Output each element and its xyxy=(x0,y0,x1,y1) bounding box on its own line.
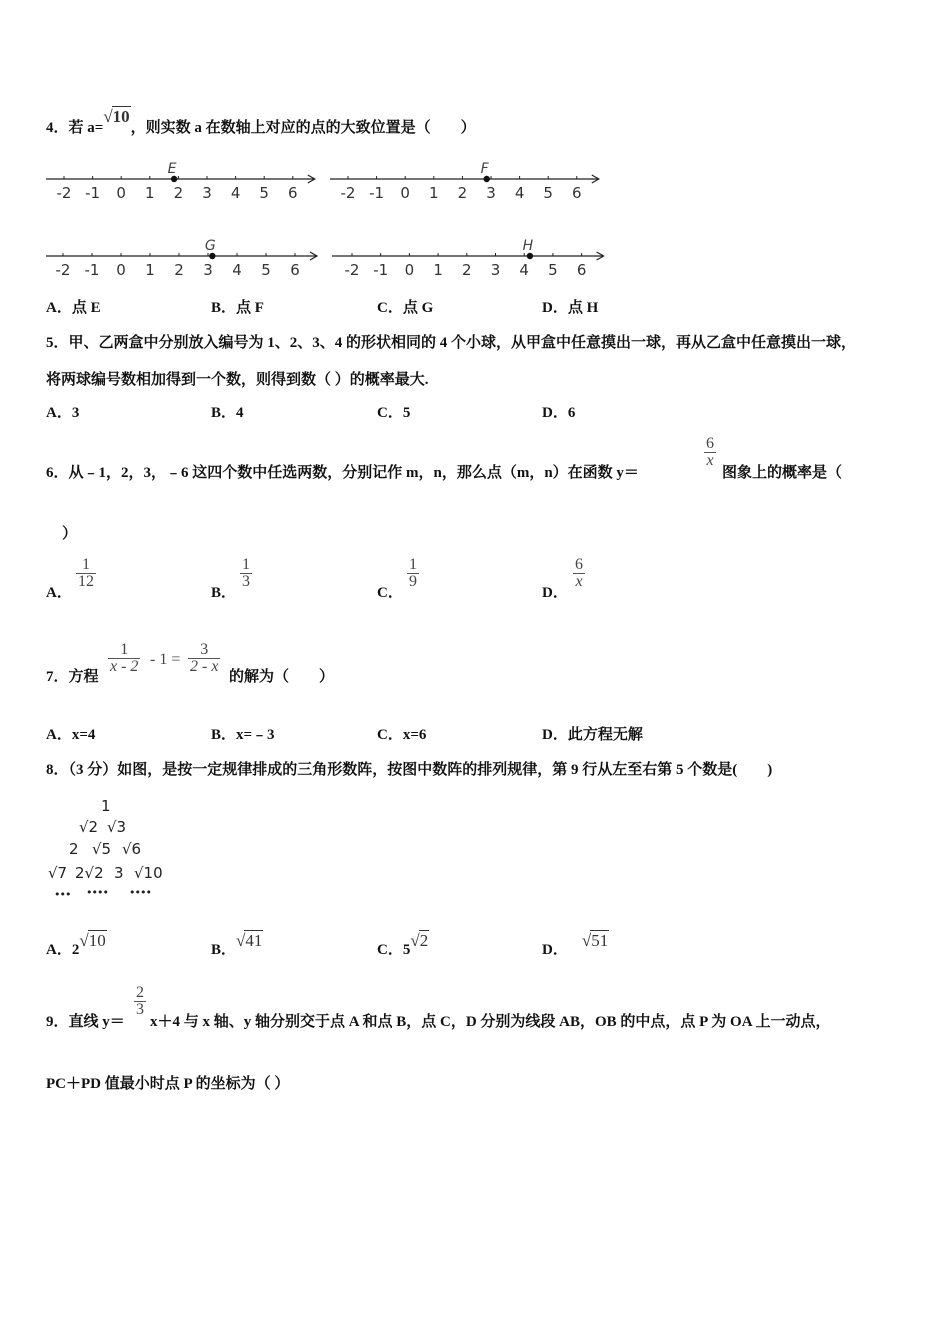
q7-option-a[interactable]: A．x=4 xyxy=(46,727,96,743)
triangle-dots-2: •••• xyxy=(86,886,108,899)
tick-label: -2 xyxy=(340,184,356,202)
tick-label: 4 xyxy=(232,261,242,279)
tick-label: 3 xyxy=(486,184,496,202)
q4-option-c[interactable]: C．点 G xyxy=(377,300,434,316)
tick-label: 6 xyxy=(288,184,298,202)
q4-stem xyxy=(46,107,476,137)
point-label-F: F xyxy=(480,161,489,177)
tick-label: 2 xyxy=(174,261,184,279)
tick-label: -1 xyxy=(369,184,385,202)
q7-middle: - 1 = xyxy=(150,651,181,668)
q5-line1: 5．甲、乙两盒中分别放入编号为 1、2、3、4 的形状相同的 4 个小球，从甲盒中任意摸出一球，再从乙盒中任意摸出一球， xyxy=(46,335,857,351)
tick-label: 4 xyxy=(230,184,241,202)
q8-option-a[interactable]: A．2√10 xyxy=(46,931,106,958)
triangle-row-4-item-4: √10 xyxy=(134,864,163,882)
tick-label: 0 xyxy=(404,261,415,279)
tick-label: 5 xyxy=(548,261,558,279)
tick-label: 1 xyxy=(429,184,439,202)
q7-option-b[interactable]: B．x=﹣3 xyxy=(211,727,275,743)
q4-option-a[interactable]: A．点 E xyxy=(46,300,101,316)
tick-label: 4 xyxy=(519,261,529,279)
triangle-row-4-item-3: 3 xyxy=(114,864,124,882)
point-label-G: G xyxy=(204,238,216,254)
q6-option-b-label[interactable]: B． xyxy=(211,585,237,601)
tick-label: 2 xyxy=(173,184,184,202)
q6-option-c-fraction[interactable]: $\frac{1}{9}$ xyxy=(409,556,417,590)
triangle-dots-3: •••• xyxy=(129,886,151,899)
q7-fraction-2: $\frac{3}{2 - x}$ xyxy=(190,641,219,675)
tick-label: 1 xyxy=(145,261,155,279)
q6-option-d-fraction[interactable]: $\frac{6}{x}$ xyxy=(575,556,583,590)
tick-label: 3 xyxy=(490,261,501,279)
tick-label: 6 xyxy=(290,261,300,279)
q5-option-c[interactable]: C．5 xyxy=(377,405,411,421)
q6-function-fraction: $\frac{6}{x}$ xyxy=(706,435,714,469)
q7-prefix: 7．方程 xyxy=(46,669,99,685)
q7-option-c[interactable]: C．x=6 xyxy=(377,727,427,743)
tick-label: 6 xyxy=(572,184,582,202)
triangle-row-3-item-3: √6 xyxy=(122,840,142,858)
tick-label: 3 xyxy=(202,184,212,202)
tick-label: 1 xyxy=(433,261,443,279)
q4-suffix: ，则实数 a 在数轴上对应的点的大致位置是（ ） xyxy=(130,120,476,136)
tick-label: 5 xyxy=(259,184,269,202)
sqrt-icon: √41 xyxy=(236,931,263,950)
q4-number-lines xyxy=(40,150,610,290)
tick-label: -2 xyxy=(55,261,71,279)
q6-option-a-fraction[interactable]: $\frac{1}{12}$ xyxy=(78,556,94,590)
q8-option-c[interactable]: C．5√2 xyxy=(377,931,429,958)
q7-suffix: 的解为（ ） xyxy=(229,669,335,685)
q4-prefix: 4．若 a= xyxy=(46,120,104,136)
triangle-row-3-item-2: √5 xyxy=(92,840,112,858)
q9-slope-fraction: $\frac{2}{3}$ xyxy=(136,984,144,1018)
q6-close-paren: ） xyxy=(62,526,78,542)
q4-option-b[interactable]: B．点 F xyxy=(211,300,264,316)
tick-label: 6 xyxy=(576,261,587,279)
tick-label: 1 xyxy=(145,184,155,202)
point-label-H: H xyxy=(522,238,534,254)
q9-prefix: 9．直线 y＝ xyxy=(46,1014,125,1030)
q5-line2: 将两球编号数相加得到一个数，则得到数（ ）的概率最大. xyxy=(46,372,429,388)
number-line-H xyxy=(332,238,604,279)
q9-text: x＋4 与 x 轴、y 轴分别交于点 A 和点 B，点 C，D 分别为线段 AB，OB 的中点，点 P 为 OA 上一动点， xyxy=(150,1014,831,1030)
tick-label: -2 xyxy=(56,184,72,202)
q7-fraction-1: $\frac{1}{x - 2}$ xyxy=(110,641,139,675)
tick-label: -2 xyxy=(344,261,360,279)
tick-label: 4 xyxy=(514,184,525,202)
triangle-row-3-item-1: 2 xyxy=(69,840,79,858)
tick-label: -1 xyxy=(84,261,100,279)
q6-option-b-fraction[interactable]: $\frac{1}{3}$ xyxy=(242,556,250,590)
triangle-row-4-item-1: √7 xyxy=(48,864,68,882)
q6-option-a-label[interactable]: A． xyxy=(46,585,72,601)
q8-option-d[interactable]: D． √51 xyxy=(542,931,609,958)
triangle-row-2-item-1: √2 xyxy=(79,818,99,836)
sqrt-10: √10 xyxy=(103,107,130,126)
q5-option-b[interactable]: B．4 xyxy=(211,405,244,421)
tick-label: -1 xyxy=(373,261,389,279)
tick-label: 2 xyxy=(457,184,468,202)
q6-option-d-label[interactable]: D． xyxy=(542,585,568,601)
tick-label: 0 xyxy=(400,184,410,202)
tick-label: 5 xyxy=(543,184,553,202)
sqrt-icon: √2 xyxy=(410,931,429,950)
q8-option-b[interactable]: B．√41 xyxy=(211,931,263,958)
triangle-row-1-item-1: 1 xyxy=(101,797,111,815)
point-label-E: E xyxy=(167,161,177,177)
q7-option-d[interactable]: D．此方程无解 xyxy=(542,727,643,743)
q5-option-a[interactable]: A．3 xyxy=(46,405,80,421)
number-line-E xyxy=(46,161,315,202)
q6-text-after: 图象上的概率是（ xyxy=(722,465,843,481)
sqrt-icon: √10 xyxy=(79,931,106,950)
q4-option-d[interactable]: D．点 H xyxy=(542,300,599,316)
q8-stem: 8．（3 分）如图，是按一定规律排成的三角形数阵，按图中数阵的排列规律，第 9 行从左至右第 5 个数是( ) xyxy=(46,762,773,778)
q9-line2: PC＋PD 值最小时点 P 的坐标为（ ） xyxy=(46,1076,290,1092)
q6-text-before: 6．从﹣1，2，3，﹣6 这四个数中任选两数，分别记作 m，n，那么点（m，n）在函数 y＝ xyxy=(46,465,639,481)
sqrt-icon: √51 xyxy=(581,931,609,950)
tick-label: 2 xyxy=(462,261,472,279)
triangle-dots-1: ••• xyxy=(54,888,71,901)
number-line-G xyxy=(46,238,317,279)
q5-option-d[interactable]: D．6 xyxy=(542,405,576,421)
tick-label: 3 xyxy=(203,261,213,279)
tick-label: 5 xyxy=(261,261,271,279)
triangle-row-4-item-2: 2√2 xyxy=(75,864,104,882)
tick-label: -1 xyxy=(85,184,101,202)
tick-label: 0 xyxy=(116,184,126,202)
tick-label: 0 xyxy=(116,261,126,279)
triangle-row-2-item-2: √3 xyxy=(107,818,127,836)
q6-option-c-label[interactable]: C． xyxy=(377,585,403,601)
number-line-F xyxy=(330,161,599,202)
